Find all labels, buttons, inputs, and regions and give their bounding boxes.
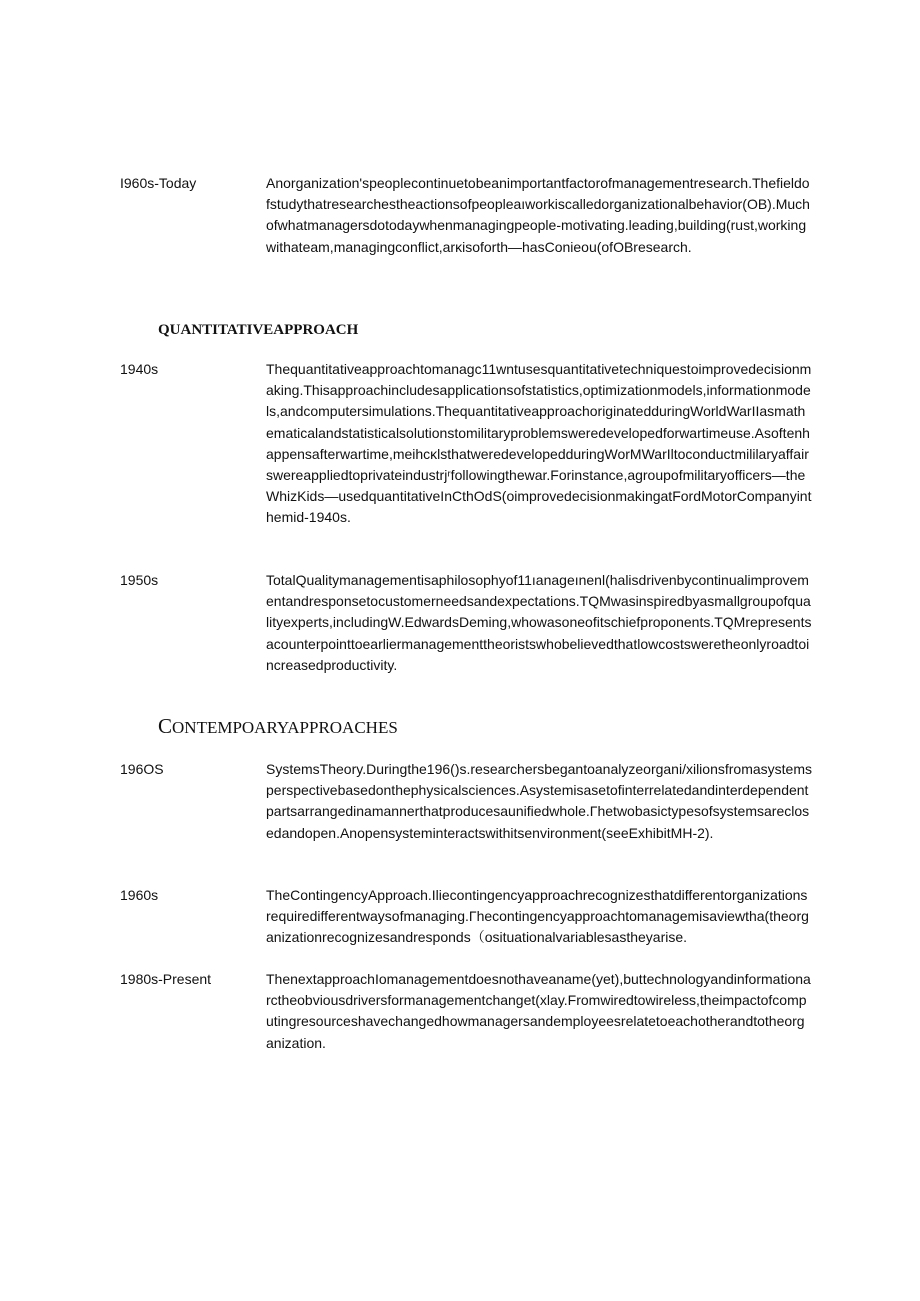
- entry-text: TotalQualitymanagementisaphilosophyof11ıanageınenl(halisdrivenbycontinualimprovementandresponsetocustomerneedsandexpectations.TQMwasinspiredbyasmallgroupofqualityexperts,includingW.EdwardsDeming,whowasoneofitschiefproponents.TQMrepresentsacounterpointtoearliermanagementtheoristswhobelievedthatlowcostsweretheonlyroadtoincreasedproductivity.: [266, 572, 812, 673]
- entry-text: TheContingencyApproach.Iliecontingencyapproachrecognizesthatdifferentorganizationsrequiredifferentwaysofmanaging.Γhecontingencyapproachtomanagemisaviewtha(theorganizationrecognizesandresponds（osituationalvariablesastheyarise.: [266, 887, 809, 946]
- heading-rest: ONTEMPOARYAPPROACHES: [172, 718, 398, 737]
- quantitative-approach-heading: QUANTITATIVEAPPROACH: [158, 322, 359, 338]
- entry-text: Anorganization'speoplecontinuetobeanimportantfactorofmanagementresearch.Thefieldofstudythatresearchestheactionsofpeopleaıworkiscalledorganizationalbehavior(OB).Muchofwhatmanagersdotodaywhenmanagingpeople-motivating.leading,building(rust,workingwithateam,managingconflict,arκisoforth—hasConieou(ofOBresearch.: [266, 175, 810, 255]
- entry-period: 1980s-Present: [120, 971, 212, 987]
- entry-1960s-contingency: [120, 885, 820, 949]
- entry-1980s-present: [120, 969, 820, 1054]
- entry-period: 1940s: [120, 361, 159, 377]
- entry-period: 196OS: [120, 761, 164, 777]
- contemporary-approaches-heading: [158, 714, 398, 740]
- entry-period: I960s-Today: [120, 175, 197, 191]
- entry-1940s: [120, 359, 820, 529]
- entry-period: 1950s: [120, 572, 159, 588]
- entry-text: SystemsTheory.Duringthe196()s.researchersbegantoanalyzeorgani/xilionsfromasystemsperspectivebasedonthephysicalsciences.Asystemisasetofinterrelatedandinterdependentpartsarrangedinamannerthatproducesaunifiedwhole.Γhetwobasictypesofsystemsareclosedandopen.Anopensysteminteractswithitsenvironment(seeExhibitMH-2).: [266, 761, 812, 841]
- entry-period: 1960s: [120, 887, 159, 903]
- entry-text: ThenextapproachIomanagementdoesnothaveaname(yet),buttechnologyandinformationarctheobviousdriversformanagementchanget(xlay.Fromwiredtowireless,theimpactofcomputingresourceshavechangedhowmanagersandemployeesrelatetoeachotherandtotheorganization.: [266, 971, 811, 1051]
- heading-initial: C: [158, 714, 173, 738]
- entry-text: Thequantitativeapproachtomanagc11wntusesquantitativetechniquestoimprovedecisionmaking.Thisapproachincludesapplicationsofstatistics,optimizationmodels,informationmodels,andcomputersimulations.ThequantitativeapproachoriginatedduringWorldWarIIasmathematicalandstatisticalsolutionstomilitaryproblemsweredevelopedforwartimeuse.Asoftenhappensafterwartime,meihcκlsthatweredevelopedduringWorMWarIltoconductmililaryaffairswereappliedtoprivateindustrjʳfollowingthewar.Forinstance,agroupofmilitaryofficers—theWhizKids—usedquantitativeInCthOdS(oimprovedecisionmakingatFordMotorCompanyinthemid-1940s.: [266, 361, 812, 526]
- entry-1950s: [120, 570, 820, 676]
- entry-1960s-today: [120, 173, 820, 258]
- entry-196os-systems: [120, 759, 820, 844]
